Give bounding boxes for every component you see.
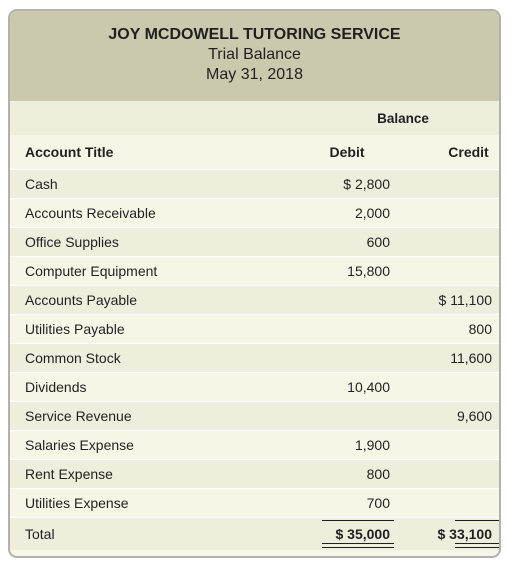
table-row xyxy=(10,402,499,431)
total-underline-double xyxy=(455,543,501,548)
table-row xyxy=(10,257,499,286)
account-name: Common Stock xyxy=(10,344,300,373)
table-row xyxy=(10,228,499,257)
debit-amount xyxy=(300,344,394,373)
table-row xyxy=(10,315,499,344)
column-header-row xyxy=(10,135,499,170)
credit-amount xyxy=(424,199,499,228)
debit-amount: 1,900 xyxy=(300,431,394,460)
account-name: Cash xyxy=(10,170,300,199)
debit-amount: 700 xyxy=(300,489,394,518)
table-row xyxy=(10,460,499,489)
balance-heading-row xyxy=(10,101,499,135)
account-name: Accounts Payable xyxy=(10,286,300,315)
table-row xyxy=(10,199,499,228)
total-underline-double xyxy=(322,543,394,548)
account-name: Salaries Expense xyxy=(10,431,300,460)
total-debit: $ 35,000 xyxy=(335,526,390,542)
credit-amount: 9,600 xyxy=(424,402,499,431)
table-row xyxy=(10,344,499,373)
trial-balance-card xyxy=(8,9,501,558)
credit-amount: 11,600 xyxy=(424,344,499,373)
account-name: Office Supplies xyxy=(10,228,300,257)
credit-amount: $ 11,100 xyxy=(424,286,499,315)
debit-amount: 10,400 xyxy=(300,373,394,402)
credit-amount: 800 xyxy=(424,315,499,344)
credit-amount xyxy=(424,257,499,286)
total-row xyxy=(10,518,499,551)
credit-amount xyxy=(424,431,499,460)
debit-amount: 2,000 xyxy=(300,199,394,228)
account-name: Computer Equipment xyxy=(10,257,300,286)
debit-amount xyxy=(300,402,394,431)
table-row xyxy=(10,170,499,199)
account-name: Rent Expense xyxy=(10,460,300,489)
account-name: Accounts Receivable xyxy=(10,199,300,228)
table-row xyxy=(10,489,499,518)
credit-amount xyxy=(424,489,499,518)
total-label: Total xyxy=(10,518,300,551)
credit-amount xyxy=(424,170,499,199)
credit-header: Credit xyxy=(424,135,499,170)
debit-amount: 800 xyxy=(300,460,394,489)
account-name: Utilities Payable xyxy=(10,315,300,344)
total-underline-single xyxy=(455,520,501,521)
account-title-header: Account Title xyxy=(10,135,300,170)
table-row xyxy=(10,286,499,315)
debit-header: Debit xyxy=(300,135,394,170)
account-name: Service Revenue xyxy=(10,402,300,431)
table-row xyxy=(10,373,499,402)
report-date: May 31, 2018 xyxy=(206,66,303,83)
table-row xyxy=(10,431,499,460)
debit-amount: $ 2,800 xyxy=(300,170,394,199)
debit-amount: 15,800 xyxy=(300,257,394,286)
debit-amount xyxy=(300,286,394,315)
credit-amount xyxy=(424,373,499,402)
debit-amount xyxy=(300,315,394,344)
debit-amount: 600 xyxy=(300,228,394,257)
company-name: JOY MCDOWELL TUTORING SERVICE xyxy=(108,26,401,43)
credit-amount xyxy=(424,228,499,257)
credit-amount xyxy=(424,460,499,489)
trial-balance-table xyxy=(10,135,499,550)
total-underline-single xyxy=(322,520,394,521)
report-header xyxy=(10,11,499,101)
total-credit: $ 33,100 xyxy=(437,526,492,542)
report-title: Trial Balance xyxy=(208,46,301,63)
account-name: Dividends xyxy=(10,373,300,402)
account-name: Utilities Expense xyxy=(10,489,300,518)
balance-heading: Balance xyxy=(377,111,429,126)
